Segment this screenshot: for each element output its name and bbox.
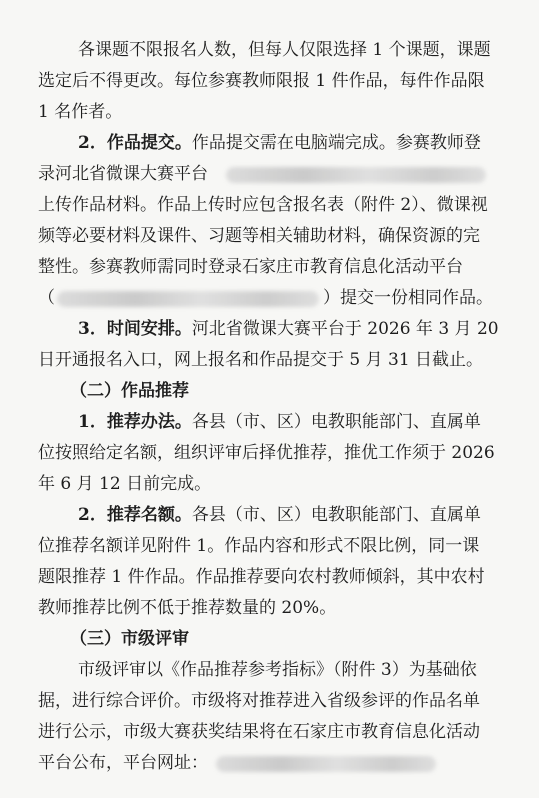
item-label: 1．推荐办法。 [78, 412, 192, 432]
redacted-url [216, 756, 436, 772]
item-label: 3．时间安排。 [78, 319, 192, 339]
item-heading-submission: 2．作品提交。作品提交需在电脑端完成。参赛教师登 [78, 133, 481, 153]
paragraph-line: 整性。参赛教师需同时登录石家庄市教育信息化活动平台 [38, 257, 463, 277]
paragraph-line: 题限推荐 1 件作品。作品推荐要向农村教师倾斜，其中农村 [38, 567, 485, 587]
paragraph-line: 位推荐名额详见附件 1。作品内容和形式不限比例，同一课 [38, 536, 480, 556]
item-label: 2．作品提交。 [78, 133, 192, 153]
paragraph-line: 年 6 月 12 日前完成。 [38, 474, 212, 494]
paragraph-line: 进行公示，市级大赛获奖结果将在石家庄市教育信息化活动 [38, 722, 480, 742]
section-heading-recommendation: （二）作品推荐 [70, 381, 189, 401]
paragraph-line: 录河北省微课大赛平台 [38, 162, 539, 186]
paragraph-line: 日开通报名入口，网上报名和作品提交于 5 月 31 日截止。 [38, 350, 484, 370]
paragraph-line: 频等必要材料及课件、习题等相关辅助材料，确保资源的完 [38, 226, 480, 246]
section-heading-review: （三）市级评审 [70, 629, 189, 649]
paragraph-line: 1 名作者。 [38, 102, 123, 122]
paragraph-line: 位按照给定名额，组织评审后择优推荐，推优工作须于 2026 [38, 443, 495, 463]
paragraph-line: 平台公布，平台网址： [38, 751, 539, 775]
item-label: 2．推荐名额。 [78, 505, 192, 525]
item-heading-schedule: 3．时间安排。河北省微课大赛平台于 2026 年 3 月 20 [78, 319, 499, 339]
paragraph-line: 市级评审以《作品推荐参考指标》（附件 3）为基础依 [78, 660, 477, 680]
paragraph-line: 据，进行综合评价。市级将对推荐进入省级参评的作品名单 [38, 691, 480, 711]
paragraph-line: 各课题不限报名人数，但每人仅限选择 1 个课题，课题 [78, 40, 491, 60]
redacted-url [226, 167, 486, 183]
paragraph-line: 选定后不得更改。每位参赛教师限报 1 件作品，每件作品限 [38, 71, 485, 91]
paragraph-line: 教师推荐比例不低于推荐数量的 20%。 [38, 598, 337, 618]
paragraph-line: （ ）提交一份相同作品。 [38, 288, 493, 308]
item-heading-method: 1．推荐办法。各县（市、区）电教职能部门、直属单 [78, 412, 481, 432]
item-heading-quota: 2．推荐名额。各县（市、区）电教职能部门、直属单 [78, 505, 481, 525]
paragraph-line: 上传作品材料。作品上传时应包含报名表（附件 2）、微课视 [38, 195, 488, 215]
redacted-url [57, 291, 319, 307]
